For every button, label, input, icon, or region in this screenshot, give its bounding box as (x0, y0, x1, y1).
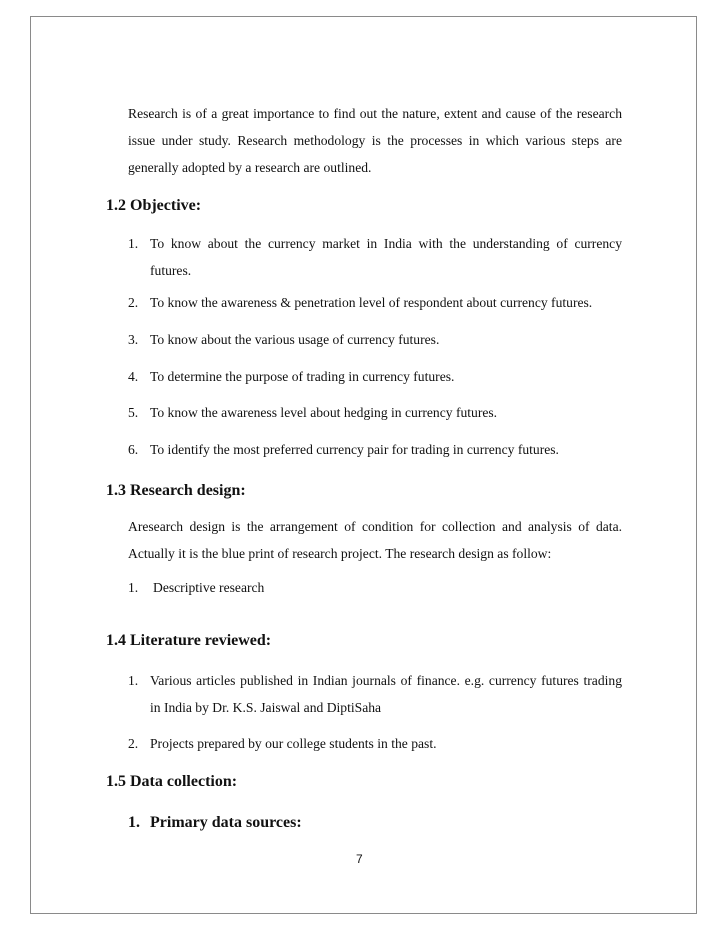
research-design-paragraph: Aresearch design is the arrangement of condition for collection and analysis of data. Actually it is the blue print of research project. The research design as follow: (128, 519, 622, 561)
list-number: 4. (128, 369, 139, 384)
list-text: To know the awareness level about hedging in currency futures. (150, 405, 498, 420)
list-text: Projects prepared by our college students in the past. (150, 736, 437, 751)
list-text: To identify the most preferred currency pair for trading in currency futures. (150, 442, 559, 457)
research-design-item-1 (128, 574, 622, 601)
list-text: To know about the various usage of currency futures. (150, 332, 440, 347)
literature-item-1 (128, 667, 622, 721)
list-text: To know the awareness & penetration level of respondent about currency futures. (150, 295, 593, 310)
objective-item-3 (128, 326, 622, 353)
list-number: 2. (128, 295, 139, 310)
objective-item-6 (128, 436, 622, 463)
list-number: 1. (128, 236, 139, 251)
objective-item-1 (128, 230, 622, 284)
list-number: 3. (128, 332, 139, 347)
literature-heading: 1.4 Literature reviewed: (106, 632, 272, 649)
list-number: 1. (128, 673, 139, 688)
list-text: Descriptive research (153, 580, 265, 595)
data-collection-heading: 1.5 Data collection: (106, 773, 238, 790)
research-design-heading: 1.3 Research design: (106, 482, 246, 499)
data-collection-item-1 (128, 809, 622, 836)
objective-heading: 1.2 Objective: (106, 197, 202, 214)
list-text: To determine the purpose of trading in currency futures. (150, 369, 455, 384)
list-number: 1. (128, 580, 139, 595)
intro-paragraph: Research is of a great importance to find out the nature, extent and cause of the research issue under study. Research methodology is the processes in which various steps are generally adopted by a research are outlined. (128, 106, 622, 175)
list-text: Various articles published in Indian journals of finance. e.g. currency futures trading in India by Dr. K.S. Jaiswal and DiptiSaha (150, 673, 622, 715)
list-number: 6. (128, 442, 139, 457)
list-text: To know about the currency market in India with the understanding of currency futures. (150, 236, 622, 278)
objective-item-5 (128, 399, 622, 426)
list-number: 2. (128, 736, 139, 751)
page-number: 7 (356, 852, 363, 866)
list-number: 1. (128, 814, 140, 831)
objective-item-4 (128, 363, 622, 390)
literature-item-2 (128, 730, 622, 757)
list-text: Primary data sources: (150, 814, 302, 831)
list-number: 5. (128, 405, 139, 420)
objective-item-2 (128, 289, 622, 316)
